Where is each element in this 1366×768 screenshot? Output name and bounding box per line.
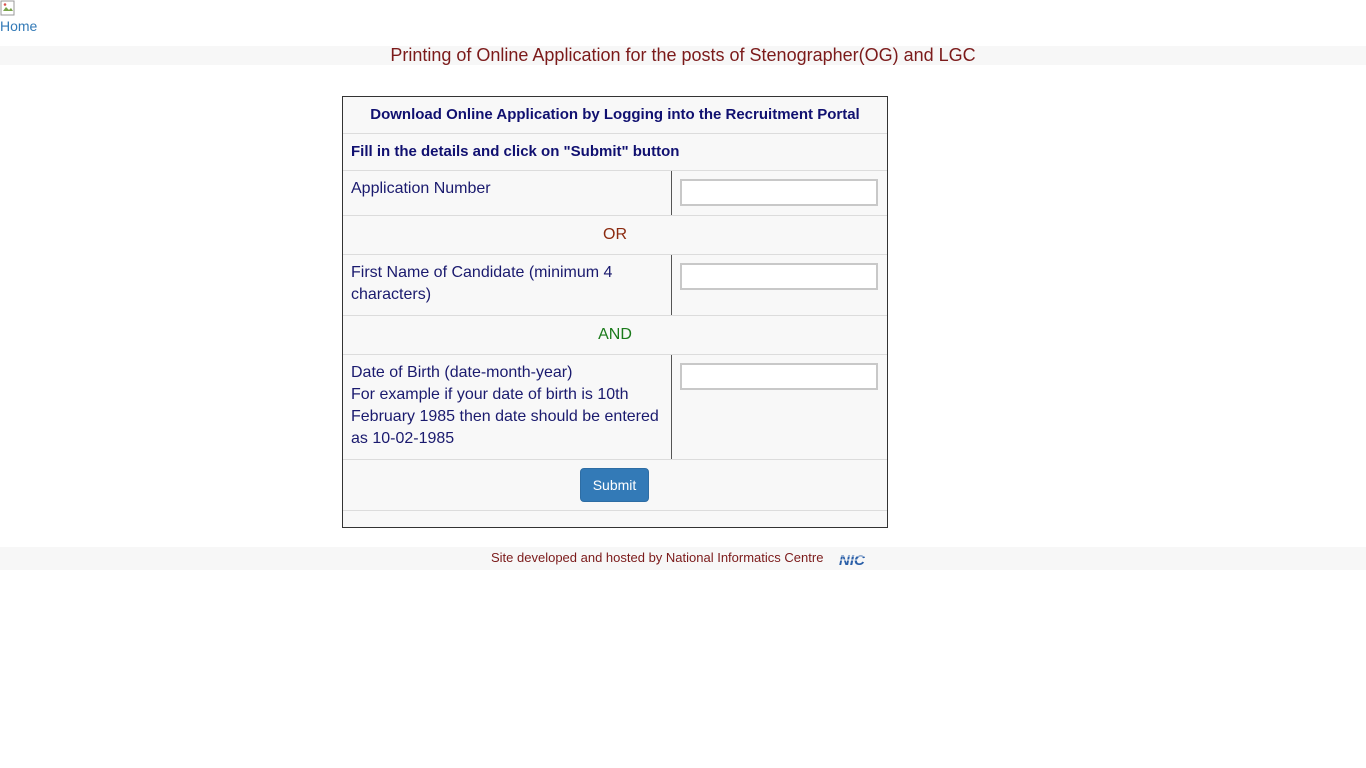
page-title: Printing of Online Application for the posts of Stenographer(OG) and LGC [390, 45, 976, 65]
dob-input[interactable] [680, 363, 878, 390]
application-number-label: Application Number [343, 171, 672, 215]
broken-image-icon [0, 0, 16, 16]
first-name-label: First Name of Candidate (minimum 4 characters) [343, 255, 672, 315]
dob-cell [672, 355, 887, 459]
dob-label: Date of Birth (date-month-year) [351, 364, 573, 381]
dob-hint: For example if your date of birth is 10th February 1985 then date should be entered as 10-02-1985 [351, 386, 659, 447]
dob-label-cell [343, 355, 672, 459]
form-instruction: Fill in the details and click on "Submit" button [343, 134, 887, 171]
application-number-row [343, 171, 887, 216]
nic-logo-text: NIC [839, 552, 865, 567]
first-name-cell [672, 255, 887, 315]
top-bar [0, 0, 200, 40]
submit-row [343, 460, 887, 511]
form-heading: Download Online Application by Logging into the Recruitment Portal [343, 97, 887, 134]
nic-logo-icon [838, 551, 872, 567]
application-number-input[interactable] [680, 179, 878, 206]
first-name-input[interactable] [680, 263, 878, 290]
first-name-row [343, 255, 887, 316]
footer-text: Site developed and hosted by National Informatics Centre [491, 550, 824, 565]
submit-button[interactable]: Submit [580, 468, 649, 502]
or-separator: OR [343, 216, 887, 255]
application-number-cell [672, 171, 887, 215]
and-separator: AND [343, 316, 887, 355]
dob-row [343, 355, 887, 460]
home-link[interactable]: Home [0, 18, 38, 34]
login-form-table [342, 96, 888, 528]
